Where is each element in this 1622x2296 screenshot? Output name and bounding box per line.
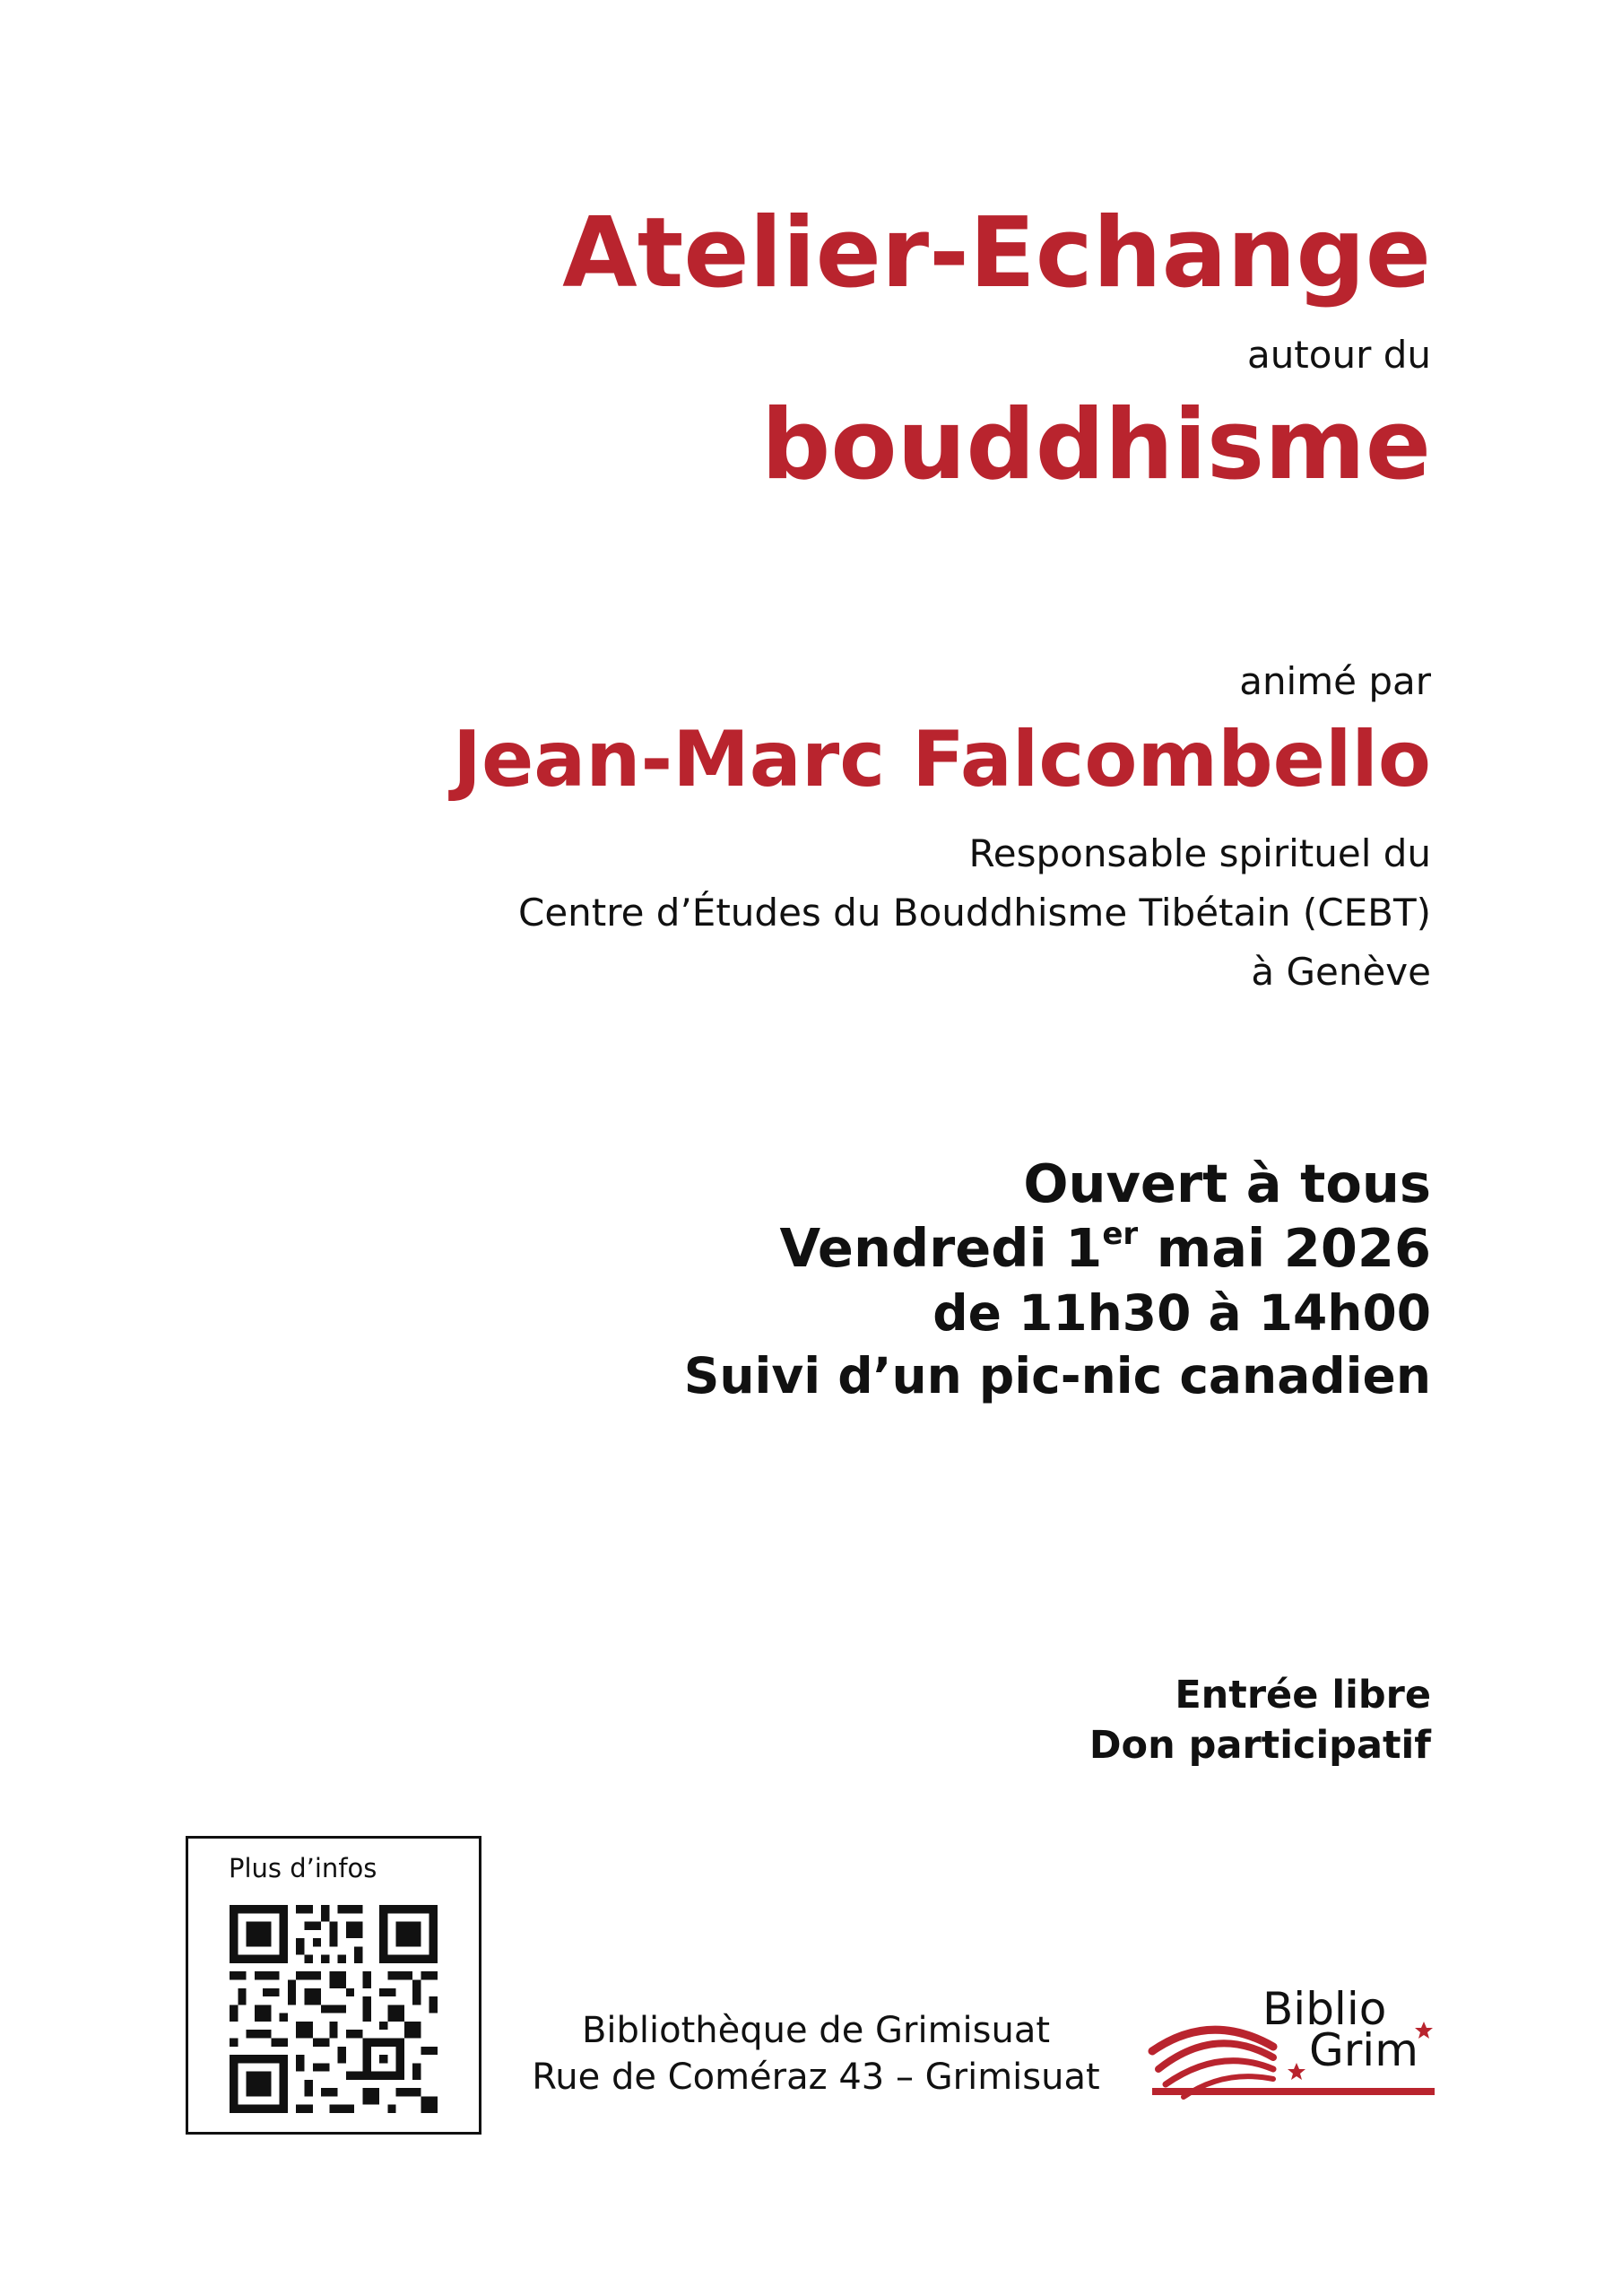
event-date-prefix: Vendredi 1 — [779, 1217, 1103, 1279]
bibliogrim-logo — [1148, 1984, 1439, 2100]
event-followup: Suivi d’un pic-nic canadien — [683, 1347, 1431, 1405]
qr-code-panel[interactable] — [186, 1836, 481, 2135]
event-date-suffix: mai 2026 — [1138, 1217, 1431, 1279]
event-date — [780, 1216, 1432, 1281]
event-title-line-2: bouddhisme — [761, 389, 1431, 501]
event-title-connector: autour du — [1246, 333, 1431, 377]
speaker-intro: animé par — [1239, 659, 1431, 703]
speaker-role-line-1: Responsable spirituel du — [968, 831, 1431, 875]
speaker-name: Jean-Marc Falcombello — [452, 715, 1431, 804]
event-title-line-1: Atelier-Echange — [562, 197, 1431, 309]
address-line-1: Bibliothèque de Grimisuat — [581, 2010, 1051, 2051]
qr-code-icon[interactable] — [224, 1905, 443, 2113]
logo-text-biblio: Biblio — [1262, 1983, 1387, 2035]
entry-info: Entrée libre — [1175, 1673, 1431, 1718]
speaker-role-line-2: Centre d’Études du Bouddhisme Tibétain (CEBT) — [518, 891, 1431, 935]
qr-caption: Plus d’infos — [229, 1853, 377, 1883]
logo-text-grim: Grim — [1309, 2024, 1418, 2076]
address-line-2: Rue de Coméraz 43 – Grimisuat — [532, 2057, 1100, 2098]
event-audience: Ouvert à tous — [1023, 1152, 1431, 1214]
event-date-superscript: er — [1102, 1216, 1139, 1253]
library-address — [529, 2007, 1103, 2100]
donation-info: Don participatif — [1089, 1723, 1431, 1768]
event-time: de 11h30 à 14h00 — [932, 1284, 1431, 1342]
speaker-role-line-3: à Genève — [1251, 950, 1431, 994]
